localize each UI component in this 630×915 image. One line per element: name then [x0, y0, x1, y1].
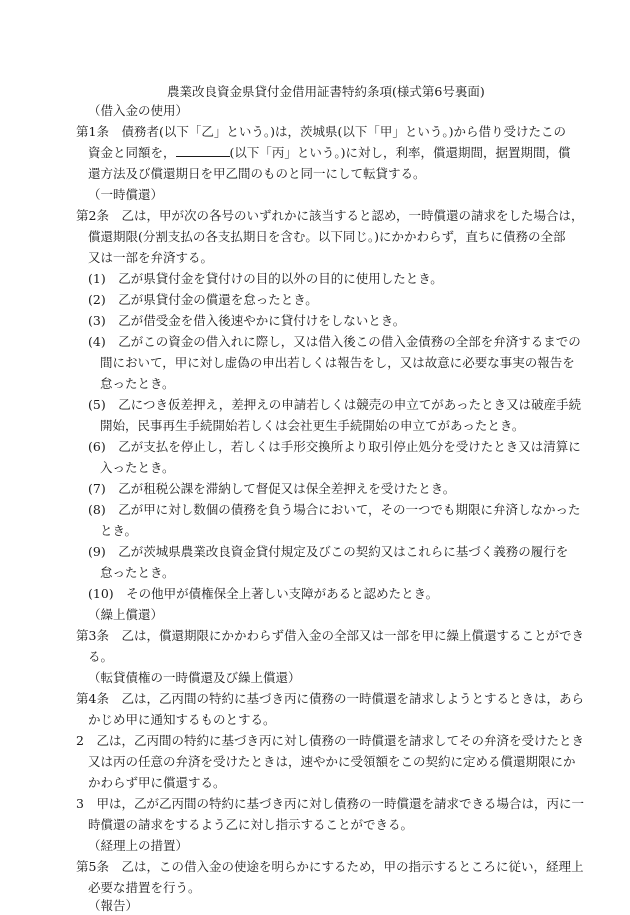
- item-7: (7) 乙が租税公課を滞納して督促又は保全差押えを受けたとき。: [88, 481, 456, 496]
- article-1-line-2b: (以下「丙」という。)に対し，利率，償還期間，据置期間，償: [229, 145, 571, 160]
- article-3-line-1: 第3条 乙は，償還期限にかかわらず借入金の全部又は一部を甲に繰上償還することができ: [76, 628, 584, 643]
- item-4-line-2: 間において，甲に対し虚偽の申出若しくは報告をし，又は故意に必要な事実の報告を: [100, 355, 575, 370]
- article-4-para-2-line-1: 2 乙は，乙丙間の特約に基づき丙に対し債務の一時償還を請求してその弁済を受けたとき: [76, 733, 584, 748]
- item-1: (1) 乙が県貸付金を貸付けの目的以外の目的に使用したとき。: [88, 271, 443, 286]
- document-title: 農業改良資金県貸付金借用証書特約条項(様式第6号裏面): [167, 84, 485, 99]
- article-1-line-2a: 資金と同額を，: [88, 145, 176, 160]
- article-5-line-2: 必要な措置を行う。: [88, 880, 201, 895]
- heading-sublease-repayment: （転貸債権の一時償還及び繰上償還）: [88, 670, 301, 685]
- heading-early-repayment: （繰上償還）: [88, 607, 164, 622]
- article-4-para-3-line-1: 3 甲は，乙が乙丙間の特約に基づき丙に対し債務の一時償還を請求できる場合は，丙に一: [76, 796, 584, 811]
- item-10: (10) その他甲が債権保全上著しい支障があると認めたとき。: [88, 586, 439, 601]
- item-9-line-1: (9) 乙が茨城県農業改良資金貸付規定及びこの契約又はこれらに基づく義務の履行を: [88, 544, 569, 559]
- item-8-line-2: とき。: [100, 523, 138, 538]
- item-5-line-1: (5) 乙につき仮差押え，差押えの申請若しくは競売の申立てがあったとき又は破産手続: [88, 397, 582, 412]
- article-3-line-2: る。: [88, 649, 114, 664]
- article-1-line-3: 還方法及び償還期日を甲乙間のものと同一にして転貸する。: [88, 166, 426, 181]
- item-4-line-3: 怠ったとき。: [100, 376, 175, 391]
- heading-accounting: （経理上の措置）: [88, 838, 189, 853]
- article-1-line-2: [88, 145, 571, 161]
- article-4-line-2: かじめ甲に通知するものとする。: [88, 712, 276, 727]
- item-6-line-1: (6) 乙が支払を停止し，若しくは手形交換所より取引停止処分を受けたとき又は清算に: [88, 439, 581, 454]
- article-4-para-2-line-2: 又は丙の任意の弁済を受けたときは，速やかに受領額をこの契約に定める償還期限にか: [88, 754, 576, 769]
- item-4-line-1: (4) 乙がこの資金の借入れに際し，又は借入後この借入金債務の全部を弁済するまでの: [88, 334, 581, 349]
- article-4-para-3-line-2: 時償還の請求をするよう乙に対し指示することができる。: [88, 817, 414, 832]
- article-4-line-1: 第4条 乙は，乙丙間の特約に基づき丙に債務の一時償還を請求しようとするときは，あら: [76, 691, 584, 706]
- article-5-line-1: 第5条 乙は，この借入金の使途を明らかにするため，甲の指示するところに従い，経理上: [76, 859, 584, 874]
- item-6-line-2: 入ったとき。: [100, 460, 175, 475]
- article-2-line-3: 又は一部を弁済する。: [88, 250, 214, 265]
- item-2: (2) 乙が県貸付金の償還を怠ったとき。: [88, 292, 318, 307]
- item-9-line-2: 怠ったとき。: [100, 565, 175, 580]
- heading-report: （報告）: [88, 898, 139, 913]
- heading-loan-use: （借入金の使用）: [88, 103, 189, 118]
- article-2-line-2: 償還期限(分割支払の各支払期日を含む。以下同じ。)にかかわらず，直ちに債務の全部: [88, 229, 566, 244]
- item-3: (3) 乙が借受金を借入後速やかに貸付けをしないとき。: [88, 313, 406, 328]
- article-2-line-1: 第2条 乙は，甲が次の各号のいずれかに該当すると認め，一時償還の請求をした場合は，: [76, 208, 584, 223]
- article-1-line-1: 第1条 債務者(以下「乙」という。)は，茨城県(以下「甲」という。)から借り受けたこの: [76, 124, 566, 139]
- item-8-line-1: (8) 乙が甲に対し数個の債務を負う場合において，その一つでも期限に弁済しなかった: [88, 502, 581, 517]
- item-5-line-2: 開始，民事再生手続開始若しくは会社更生手続開始の申立てがあったとき。: [100, 418, 525, 433]
- blank-field: [176, 145, 230, 157]
- article-4-para-2-line-3: かわらず甲に償還する。: [88, 775, 226, 790]
- heading-lump-repayment: （一時償還）: [88, 187, 164, 202]
